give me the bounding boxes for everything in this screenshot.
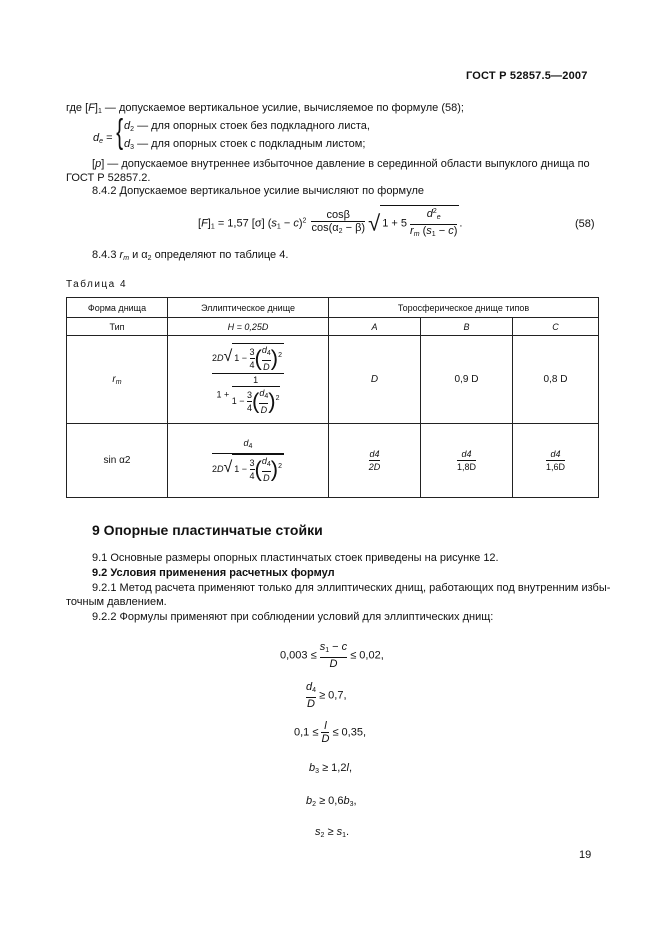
sin-c-den: 1,6D [545, 462, 565, 472]
c1-num: $s_1 - c$ [319, 641, 348, 654]
section-9-title: 9 Опорные пластинчатые стойки [92, 522, 323, 538]
rm-c [513, 336, 599, 424]
subheader-c: C [513, 318, 599, 336]
formula-58: $[F]_1 = 1,57$ [σ] $(s_1 - c)^2$ $\frac{\cos\beta}{\cos(\alpha_2 - \beta)}$ √ 1 + 5 $\frac{d^2_e}{r_m (s_1 - c)}$ . [198, 205, 462, 241]
sin-b-den: 1,8D [456, 462, 476, 472]
sin-b-num: d4 [461, 449, 472, 459]
condition-6: $s_2 \ge s_1$. [315, 826, 350, 839]
document-code: ГОСТ Р 52857.5—2007 [466, 70, 588, 82]
subheader-a: A [329, 318, 421, 336]
c3-right: ≤ 0,35, [332, 726, 367, 739]
c2-right: ≥ 0,7, [319, 689, 347, 702]
c3-num: l [324, 720, 327, 732]
table-caption: Таблица 4 [66, 279, 128, 290]
sin-a-num: d4 [369, 449, 380, 459]
de-case-1: $d_2$ — для опорных стоек без подкладного листа, [124, 120, 370, 133]
p-definition-line2: ГОСТ Р 52857.2. [66, 172, 151, 184]
condition-4: $b_3 \ge 1,2l$, [309, 762, 352, 775]
brace-symbol: { [116, 113, 124, 151]
rm-b-value: 0,9 D [454, 374, 479, 385]
rm-b [421, 336, 513, 424]
de-case-2: $d_3$ — для опорных стоек с подкладным листом; [124, 138, 366, 151]
p-definition-line1: [p] — допускаемое внутреннее избыточное давление в серединной области выпуклого днища по [92, 158, 590, 170]
page-number: 19 [579, 849, 592, 861]
c1-den: D [320, 657, 347, 670]
sin-a-den: 2D [368, 462, 381, 472]
sin-c-num: d4 [550, 449, 561, 459]
p-9-2-1-line1: 9.2.1 Метод расчета применяют только для эллиптических днищ, работающих под внутренним избы- [92, 582, 611, 594]
c3-den: D [321, 733, 330, 745]
c1-right: ≤ 0,02, [350, 649, 384, 662]
condition-2: $\frac{d_4}{D}$ ≥ 0,7, [306, 681, 347, 710]
sin-a [329, 424, 421, 498]
c1-left: 0,003 ≤ [280, 649, 317, 662]
sin-b [421, 424, 513, 498]
row-sin-label: sin α2 [67, 424, 168, 498]
table-4 [66, 297, 599, 498]
header-torospherical: Торосферическое днище типов [329, 298, 599, 318]
rm-elliptical-formula: 2D√ 1 − $\frac{3}{4}$ ( $\frac{d_4}{D}$ )$^2$ 1 + 1 1 − $\frac{3}{4}$ ( $\frac{d_4}{D}$ )$^2$ [168, 336, 329, 424]
p-9-2-2: 9.2.2 Формулы применяют при соблюдении условий для эллиптических днищ: [92, 611, 494, 623]
c3-left: 0,1 ≤ [294, 726, 319, 739]
formula-number: (58) [575, 218, 595, 230]
c2-den: D [307, 698, 315, 710]
subheader-b: B [421, 318, 513, 336]
row-rm-label: $r_m$ [67, 336, 168, 424]
condition-3 [294, 720, 366, 745]
f1-definition: где $[F]_1$ — допускаемое вертикальное усилие, вычисляемое по формуле (58); [66, 102, 464, 115]
p-9-2-1-line2: точным давлением. [66, 596, 167, 608]
rm-a: D [329, 336, 421, 424]
section-8-4-2: 8.4.2 Допускаемое вертикальное усилие вычисляют по формуле [92, 185, 425, 197]
p-9-2: 9.2 Условия применения расчетных формул [92, 567, 335, 579]
p-9-1: 9.1 Основные размеры опорных пластинчатых стоек приведены на рисунке 12. [92, 552, 499, 564]
sin-elliptical-formula: $d_4$ 2D√ 1 − $\frac{3}{4}$ ( $\frac{d_4}{D}$ )$^2$ [168, 424, 329, 498]
sin-c [513, 424, 599, 498]
header-form: Форма днища [67, 298, 168, 318]
section-8-4-3: 8.4.3 $r_m$ и $\alpha_2$ определяют по таблице 4. [92, 249, 289, 262]
condition-5: $b_2 \ge 0,6b_3$, [306, 795, 357, 808]
condition-1 [280, 641, 384, 670]
header-elliptical: Эллиптическое днище [168, 298, 329, 318]
rm-c-value: 0,8 D [543, 374, 568, 385]
subheader-type: Тип [67, 318, 168, 336]
de-symbol: $d_e$ = [93, 132, 113, 145]
subheader-ellip: H = 0,25D [168, 318, 329, 336]
